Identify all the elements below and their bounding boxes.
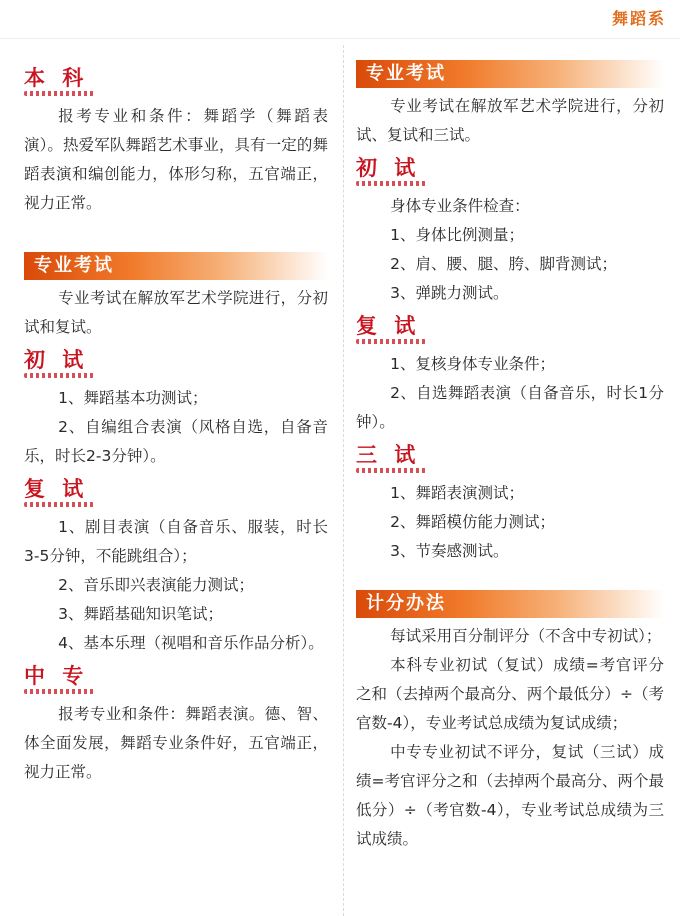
section-title: 复 试 [24,471,92,509]
section-benke [24,60,328,218]
paragraph: 3、弹跳力测试。 [390,284,509,302]
section-exam-right [356,60,664,150]
section-zhongzhuan [24,658,328,787]
paragraph: 1、复核身体专业条件； [390,355,555,373]
paragraph: 每试采用百分制评分（不含中专初试）； [390,627,662,645]
section-band-title: 专业考试 [24,252,328,280]
section-body [24,700,328,787]
section-fushi-left [24,471,328,658]
section-body [24,513,328,658]
top-rule [0,38,680,39]
paragraph: 2、自编组合表演（风格自选，自备音乐，时长2-3分钟）。 [24,418,328,465]
paragraph: 身体专业条件检查： [390,197,530,215]
paragraph: 2、自选舞蹈表演（自备音乐，时长1分钟）。 [356,384,664,431]
paragraph: 2、音乐即兴表演能力测试； [58,576,254,594]
paragraph: 专业考试在解放军艺术学院进行，分初试和复试。 [24,289,328,336]
paragraph: 本科专业初试（复试）成绩=考官评分之和（去掉两个最高分、两个最低分）÷（考官数-4），专业考试总成绩为复试成绩； [356,656,664,732]
paragraph: 3、节奏感测试。 [390,542,509,560]
paragraph: 4、基本乐理（视唱和音乐作品分析）。 [58,634,324,652]
paragraph: 报考专业和条件：舞蹈学（舞蹈表演）。热爱军队舞蹈艺术事业，具有一定的舞蹈表演和编创能力，体形匀称，五官端正，视力正常。 [24,107,328,212]
section-chushi-left [24,342,328,471]
paragraph: 专业考试在解放军艺术学院进行，分初试、复试和三试。 [356,97,664,144]
column-divider [343,45,344,916]
section-body [356,350,664,437]
section-title: 中 专 [24,658,92,696]
section-title: 初 试 [356,150,424,188]
section-body [356,622,664,854]
paragraph: 2、舞蹈模仿能力测试； [390,513,555,531]
section-title: 三 试 [356,437,424,475]
paragraph: 3、舞蹈基础知识笔试； [58,605,223,623]
paragraph: 1、剧目表演（自备音乐、服装，时长3-5分钟，不能跳组合）； [24,518,328,565]
section-body [356,92,664,150]
paragraph: 1、舞蹈表演测试； [390,484,524,502]
section-title: 本 科 [24,60,92,98]
section-body [356,192,664,308]
section-exam-left [24,252,328,342]
section-band-title: 计分办法 [356,590,664,618]
section-body [24,102,328,218]
section-title: 初 试 [24,342,92,380]
section-scoring [356,590,664,854]
right-column [356,60,664,854]
section-body [24,384,328,471]
section-band-title: 专业考试 [356,60,664,88]
section-chushi-right [356,150,664,308]
section-title: 复 试 [356,308,424,346]
section-sanshi [356,437,664,566]
left-column [24,60,328,787]
paragraph: 报考专业和条件：舞蹈表演。德、智、体全面发展，舞蹈专业条件好，五官端正，视力正常。 [24,705,328,781]
paragraph: 中专专业初试不评分，复试（三试）成绩=考官评分之和（去掉两个最高分、两个最低分）÷（考官数-4），专业考试总成绩为三试成绩。 [356,743,664,848]
paragraph: 2、肩、腰、腿、胯、脚背测试； [390,255,617,273]
section-body [356,479,664,566]
paragraph: 1、身体比例测量； [390,226,524,244]
section-fushi-right [356,308,664,437]
paragraph: 1、舞蹈基本功测试； [58,389,208,407]
department-tag: 舞蹈系 [611,9,666,28]
section-body [24,284,328,342]
